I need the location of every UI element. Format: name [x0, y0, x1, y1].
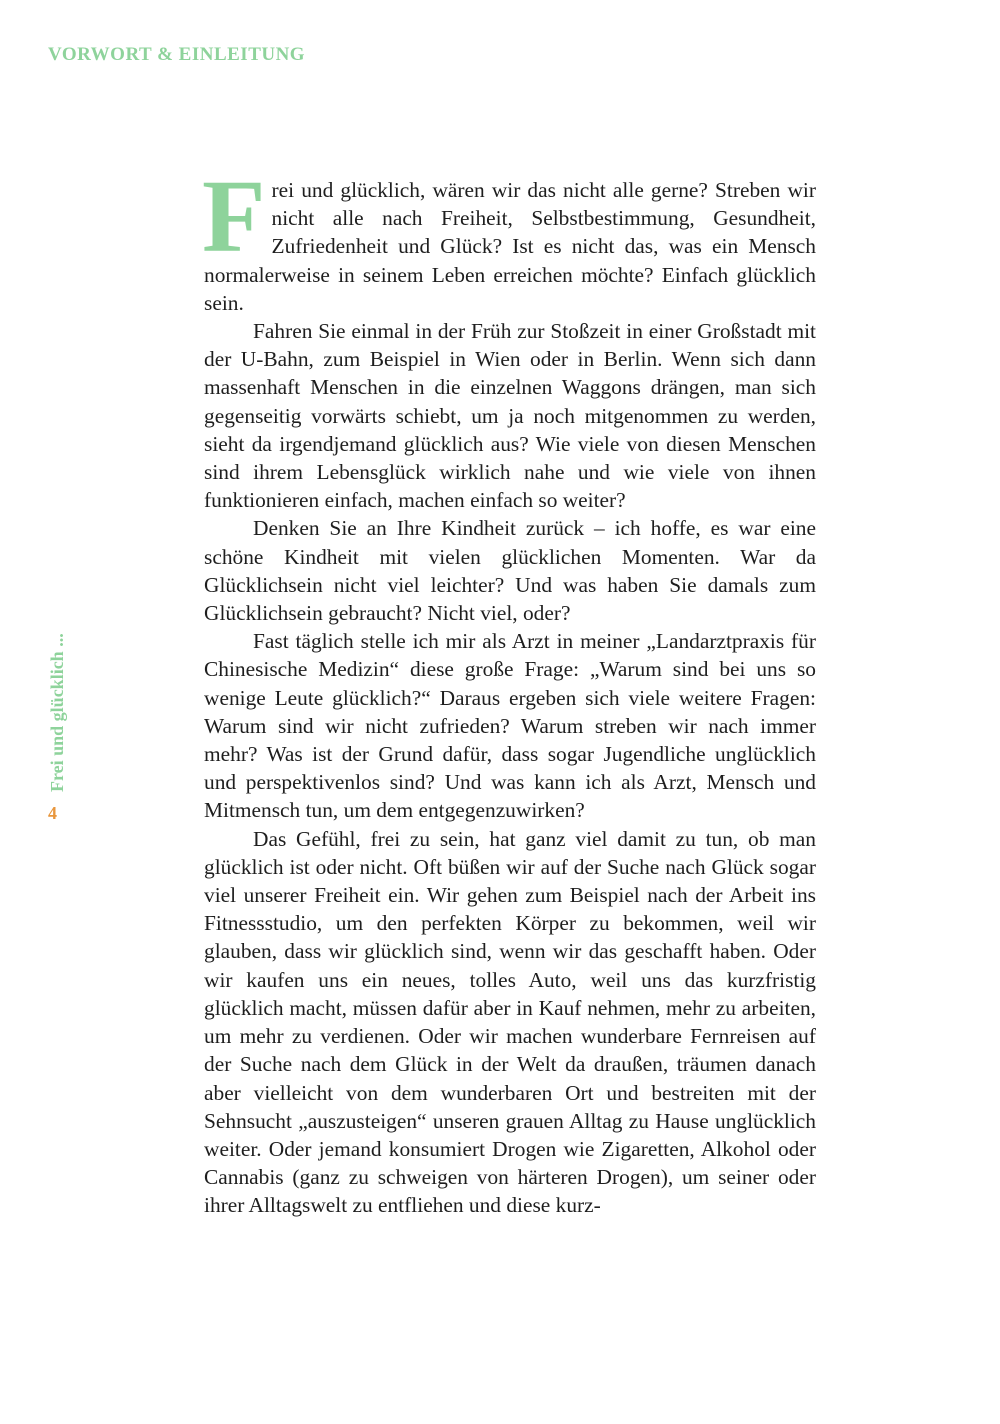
paragraph-3: Denken Sie an Ihre Kindheit zurück – ich hoffe, es war eine schöne Kindheit mit vielen glücklichen Momenten. War da Glücklichsein nicht viel leichter? Und was haben Sie damals zum Glücklichsein gebraucht? Nicht viel, oder? — [204, 516, 816, 626]
drop-cap: F — [202, 159, 266, 274]
paragraph-2: Fahren Sie einmal in der Früh zur Stoßzeit in einer Großstadt mit der U-Bahn, zum Beispiel in Wien oder in Berlin. Wenn sich dann massenhaft Menschen in die einzelnen Waggons drängen, man sich gegenseitig vorwärts schiebt, um ja noch mitgenommen zu werden, sieht da irgendjemand glücklich aus? Wie viele von diesen Menschen sind ihrem Lebensglück wirklich nahe und wie viele von ihnen funktionieren einfach, machen einfach so weiter? — [204, 319, 816, 513]
page-number: 4 — [48, 803, 57, 823]
body-text — [202, 159, 816, 1220]
paragraph-5: Das Gefühl, frei zu sein, hat ganz viel damit zu tun, ob man glücklich ist oder nicht. Oft büßen wir auf der Suche nach Glück sogar viel unserer Freiheit ein. Wir gehen zum Beispiel nach der Arbeit ins Fitnessstudio, um den perfekten Körper zu bekommen, weil wir glauben, dass wir glücklich sind, wenn wir das geschafft haben. Oder wir kaufen uns ein neues, tolles Auto, weil uns das kurzfristig glücklich macht, müssen dafür aber in Kauf nehmen, mehr zu arbeiten, um mehr zu verdienen. Oder wir machen wunderbare Fernreisen auf der Suche nach dem Glück in der Welt da draußen, träumen danach aber vielleicht von dem wunderbaren Ort und bestreiten mit der Sehnsucht „auszusteigen“ unseren grauen Alltag zu Hause unglücklich weiter. Oder jemand konsumiert Drogen wie Zigaretten, Alkohol oder Cannabis (ganz zu schweigen von härteren Drogen), um seiner oder ihrer Alltagswelt zu entfliehen und diese kurz- — [204, 826, 816, 1218]
side-title: Frei und glücklich ... — [47, 633, 67, 792]
running-head: VORWORT & EINLEITUNG — [48, 44, 306, 65]
paragraph-1-text: rei und glücklich, wären wir das nicht alle gerne? Streben wir nicht alle nach Freiheit, Selbstbestimmung, Gesundheit, Zufriedenheit und Glück? Ist es nicht das, was ein Mensch normalerweise in seinem Leben erreichen möchte? Einfach glücklich sein. — [204, 178, 816, 315]
paragraph-4: Fast täglich stelle ich mir als Arzt in meiner „Landarztpraxis für Chinesische Medizin“ diese große Frage: „Warum sind bei uns so wenige Leute glücklich?“ Daraus ergeben sich viele weitere Fragen: Warum sind wir nicht zufrieden? Warum streben wir nach immer mehr? Was ist der Grund dafür, dass sogar Jugendliche unglücklich und perspektivenlos sind? Und was kann ich als Arzt, Mensch und Mitmensch tun, um dem entgegenzuwirken? — [204, 629, 816, 823]
paragraph-1 — [202, 159, 816, 317]
